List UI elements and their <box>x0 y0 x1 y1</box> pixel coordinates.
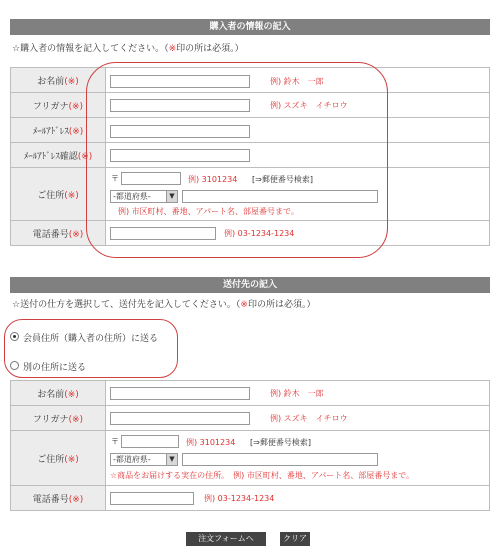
buyer-section-header: 購入者の情報の記入 <box>10 19 490 35</box>
buyer-kana-example: 例) スズキ イチロウ <box>270 101 348 110</box>
buyer-email-confirm-row <box>11 143 490 168</box>
ship-other-address-label[interactable]: 別の住所に送る <box>23 363 87 373</box>
buyer-email-label: ﾒｰﾙｱﾄﾞﾚｽ(※) <box>11 118 106 143</box>
buyer-postal-mark: 〒 <box>111 174 119 183</box>
chevron-down-icon: ▼ <box>166 454 177 465</box>
submit-order-button[interactable]: 注文フォームへ <box>186 532 266 546</box>
ship-kana-row <box>11 406 490 431</box>
ship-address-example: ☆商品をお届けする実在の住所。 例) 市区町村、番地、アパート名、部屋番号まで。 <box>110 471 415 480</box>
buyer-address-example: 例) 市区町村、番地、アパート名、部屋番号まで。 <box>118 207 299 216</box>
ship-postal-example: 例) 3101234 <box>186 438 236 447</box>
radio-ship-other-address[interactable] <box>10 361 19 370</box>
shipping-instructions: ☆送付の仕方を選択して、送付先を記入してください。（※印の所は必須。） <box>12 300 316 310</box>
buyer-instructions: ☆購入者の情報を記入してください。（※印の所は必須。） <box>12 44 244 54</box>
buyer-email-confirm-input[interactable] <box>110 149 250 162</box>
ship-phone-example: 例) 03-1234-1234 <box>204 494 275 503</box>
radio-ship-member-address[interactable] <box>10 332 19 341</box>
ship-name-row <box>11 381 490 406</box>
ship-phone-label: 電話番号(※) <box>11 486 106 511</box>
ship-phone-input[interactable] <box>110 492 194 505</box>
shipping-form-table <box>10 380 490 511</box>
ship-phone-row <box>11 486 490 511</box>
buyer-address-input[interactable] <box>182 190 378 203</box>
buyer-name-example: 例) 鈴木 一郎 <box>270 77 324 86</box>
clear-button[interactable]: クリア <box>280 532 310 546</box>
ship-postal-input[interactable] <box>121 435 179 448</box>
buyer-phone-input[interactable] <box>110 227 216 240</box>
buyer-phone-example: 例) 03-1234-1234 <box>224 229 295 238</box>
buyer-email-row <box>11 118 490 143</box>
ship-postal-mark: 〒 <box>111 437 119 446</box>
buyer-prefecture-select[interactable]: -都道府県- ▼ <box>110 190 178 203</box>
buyer-kana-input[interactable] <box>110 99 250 112</box>
buyer-postal-example: 例) 3101234 <box>188 175 238 184</box>
ship-kana-input[interactable] <box>110 412 250 425</box>
ship-postal-search-link[interactable]: [⇒郵便番号検索] <box>250 438 311 447</box>
ship-member-address-label[interactable]: 会員住所（購入者の住所）に送る <box>23 334 159 344</box>
buyer-postal-search-link[interactable]: [⇒郵便番号検索] <box>252 175 313 184</box>
ship-address-input[interactable] <box>182 453 378 466</box>
chevron-down-icon: ▼ <box>166 191 177 202</box>
ship-prefecture-select[interactable]: -都道府県- ▼ <box>110 453 178 466</box>
buyer-address-label: ご住所(※) <box>11 168 106 221</box>
buyer-phone-row <box>11 221 490 246</box>
buyer-name-row <box>11 68 490 93</box>
buyer-kana-label: フリガナ(※) <box>11 93 106 118</box>
shipping-section-header: 送付先の記入 <box>10 277 490 293</box>
ship-kana-example: 例) スズキ イチロウ <box>270 414 348 423</box>
buyer-email-confirm-label: ﾒｰﾙｱﾄﾞﾚｽ確認(※) <box>11 143 106 168</box>
ship-address-row <box>11 431 490 486</box>
buyer-address-row <box>11 168 490 221</box>
ship-address-label: ご住所(※) <box>11 431 106 486</box>
buyer-kana-row <box>11 93 490 118</box>
buyer-name-label: お名前(※) <box>11 68 106 93</box>
buyer-form-table <box>10 67 490 246</box>
ship-kana-label: フリガナ(※) <box>11 406 106 431</box>
buyer-name-input[interactable] <box>110 75 250 88</box>
ship-name-input[interactable] <box>110 387 250 400</box>
ship-name-label: お名前(※) <box>11 381 106 406</box>
buyer-email-input[interactable] <box>110 125 250 138</box>
ship-name-example: 例) 鈴木 一郎 <box>270 389 324 398</box>
buyer-phone-label: 電話番号(※) <box>11 221 106 246</box>
buyer-postal-input[interactable] <box>121 172 181 185</box>
